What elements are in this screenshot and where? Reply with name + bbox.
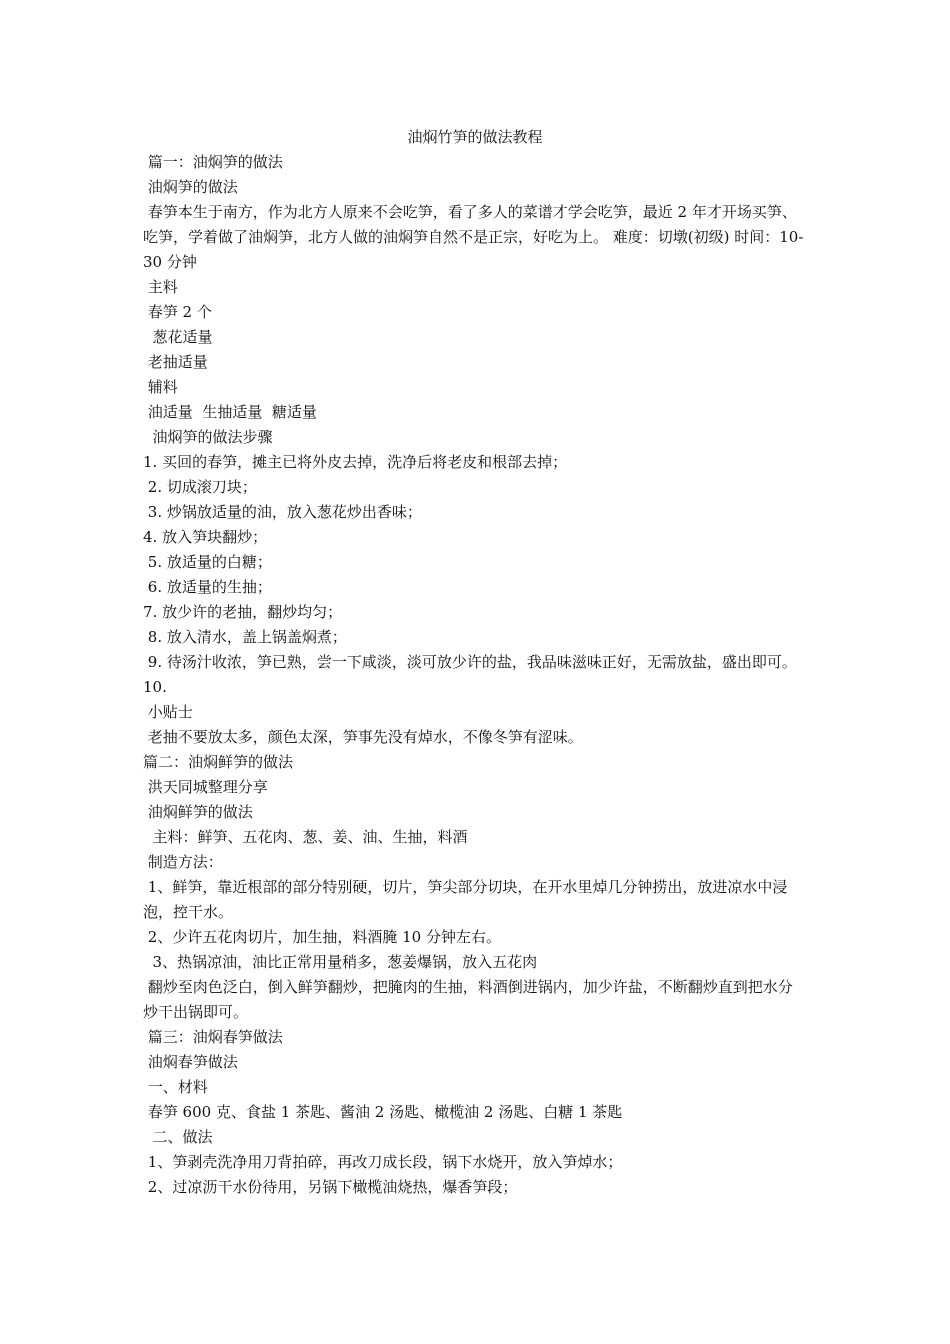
paragraph-line: 篇三：油焖春笋做法: [143, 1028, 283, 1046]
document-title: 油焖竹笋的做法教程: [407, 128, 543, 146]
paragraph-line: 油焖笋的做法: [143, 178, 238, 196]
paragraph-line: 3. 炒锅放适量的油，放入葱花炒出香味；: [143, 503, 422, 521]
paragraph-line: 7. 放少许的老抽，翻炒均匀；: [143, 603, 343, 621]
paragraph-line: 油焖鲜笋的做法: [143, 803, 253, 821]
paragraph-line: 篇一：油焖笋的做法: [143, 153, 283, 171]
paragraph-line: 春笋 600 克、食盐 1 茶匙、酱油 2 汤匙、橄榄油 2 汤匙、白糖 1 茶匙: [143, 1103, 623, 1121]
paragraph-line: 1. 买回的春笋，摊主已将外皮去掉，洗净后将老皮和根部去掉；: [143, 453, 568, 471]
paragraph-line: 油焖春笋做法: [143, 1053, 238, 1071]
paragraph-line: 3、热锅凉油，油比正常用量稍多，葱姜爆锅，放入五花肉: [143, 953, 538, 971]
paragraph-line: 洪天同城整理分享: [143, 778, 268, 796]
paragraph-line: 4. 放入笋块翻炒；: [143, 528, 268, 546]
paragraph-line: 2、过凉沥干水份待用，另锅下橄榄油烧热，爆香笋段；: [143, 1178, 518, 1196]
paragraph-line: 主料：鲜笋、五花肉、葱、姜、油、生抽，料酒: [143, 828, 468, 846]
paragraph-line: 老抽适量: [143, 353, 208, 371]
paragraph-line: 2. 切成滚刀块；: [143, 478, 257, 496]
paragraph-line: 葱花适量: [143, 328, 213, 346]
paragraph-line: 二、做法: [143, 1128, 213, 1146]
paragraph-line: 6. 放适量的生抽；: [143, 578, 272, 596]
paragraph-line: 2、少许五花肉切片，加生抽，料酒腌 10 分钟左右。: [143, 928, 501, 946]
paragraph-line: 老抽不要放太多，颜色太深，笋事先没有焯水，不像冬笋有涩味。: [143, 728, 583, 746]
paragraph-line: 一、材料: [143, 1078, 208, 1096]
paragraph-line: 辅料: [143, 378, 178, 396]
paragraph-line: 8. 放入清水，盖上锅盖焖煮；: [143, 628, 347, 646]
paragraph-line: 翻炒至肉色泛白，倒入鲜笋翻炒，把腌肉的生抽，料酒倒进锅内，加少许盐，不断翻炒直到把水分炒干出锅即可。: [143, 978, 793, 1021]
paragraph-line: 1、笋剥壳洗净用刀背拍碎，再改刀成长段，锅下水烧开，放入笋焯水；: [143, 1153, 623, 1171]
paragraph-line: 制造方法：: [143, 853, 223, 871]
paragraph-line: 篇二：油焖鲜笋的做法: [143, 753, 294, 771]
paragraph-line: 主料: [143, 278, 178, 296]
paragraph-line: 油适量 生抽适量 糖适量: [143, 403, 317, 421]
paragraph-line: 油焖笋的做法步骤: [143, 428, 273, 446]
paragraph-line: 春笋 2 个: [143, 303, 212, 321]
paragraph-line: 小贴士: [143, 703, 193, 721]
paragraph-line: 1、鲜笋，靠近根部的部分特别硬，切片，笋尖部分切块，在开水里焯几分钟捞出，放进凉水中浸泡，控干水。: [143, 878, 788, 921]
paragraph-line: 9. 待汤汁收浓，笋已熟，尝一下咸淡，淡可放少许的盐，我品味滋味正好，无需放盐，盛出即可。: [143, 653, 797, 671]
paragraph-line: 5. 放适量的白糖；: [143, 553, 272, 571]
document-body: [143, 150, 807, 1200]
paragraph-line: 春笋本生于南方，作为北方人原来不会吃笋，看了多人的菜谱才学会吃笋，最近 2 年才开场买笋、吃笋，学着做了油焖笋，北方人做的油焖笋自然不是正宗，好吃为上。 难度：切墩(初级) 时间：10-30 分钟: [143, 203, 804, 271]
paragraph-line: 10.: [143, 678, 167, 696]
